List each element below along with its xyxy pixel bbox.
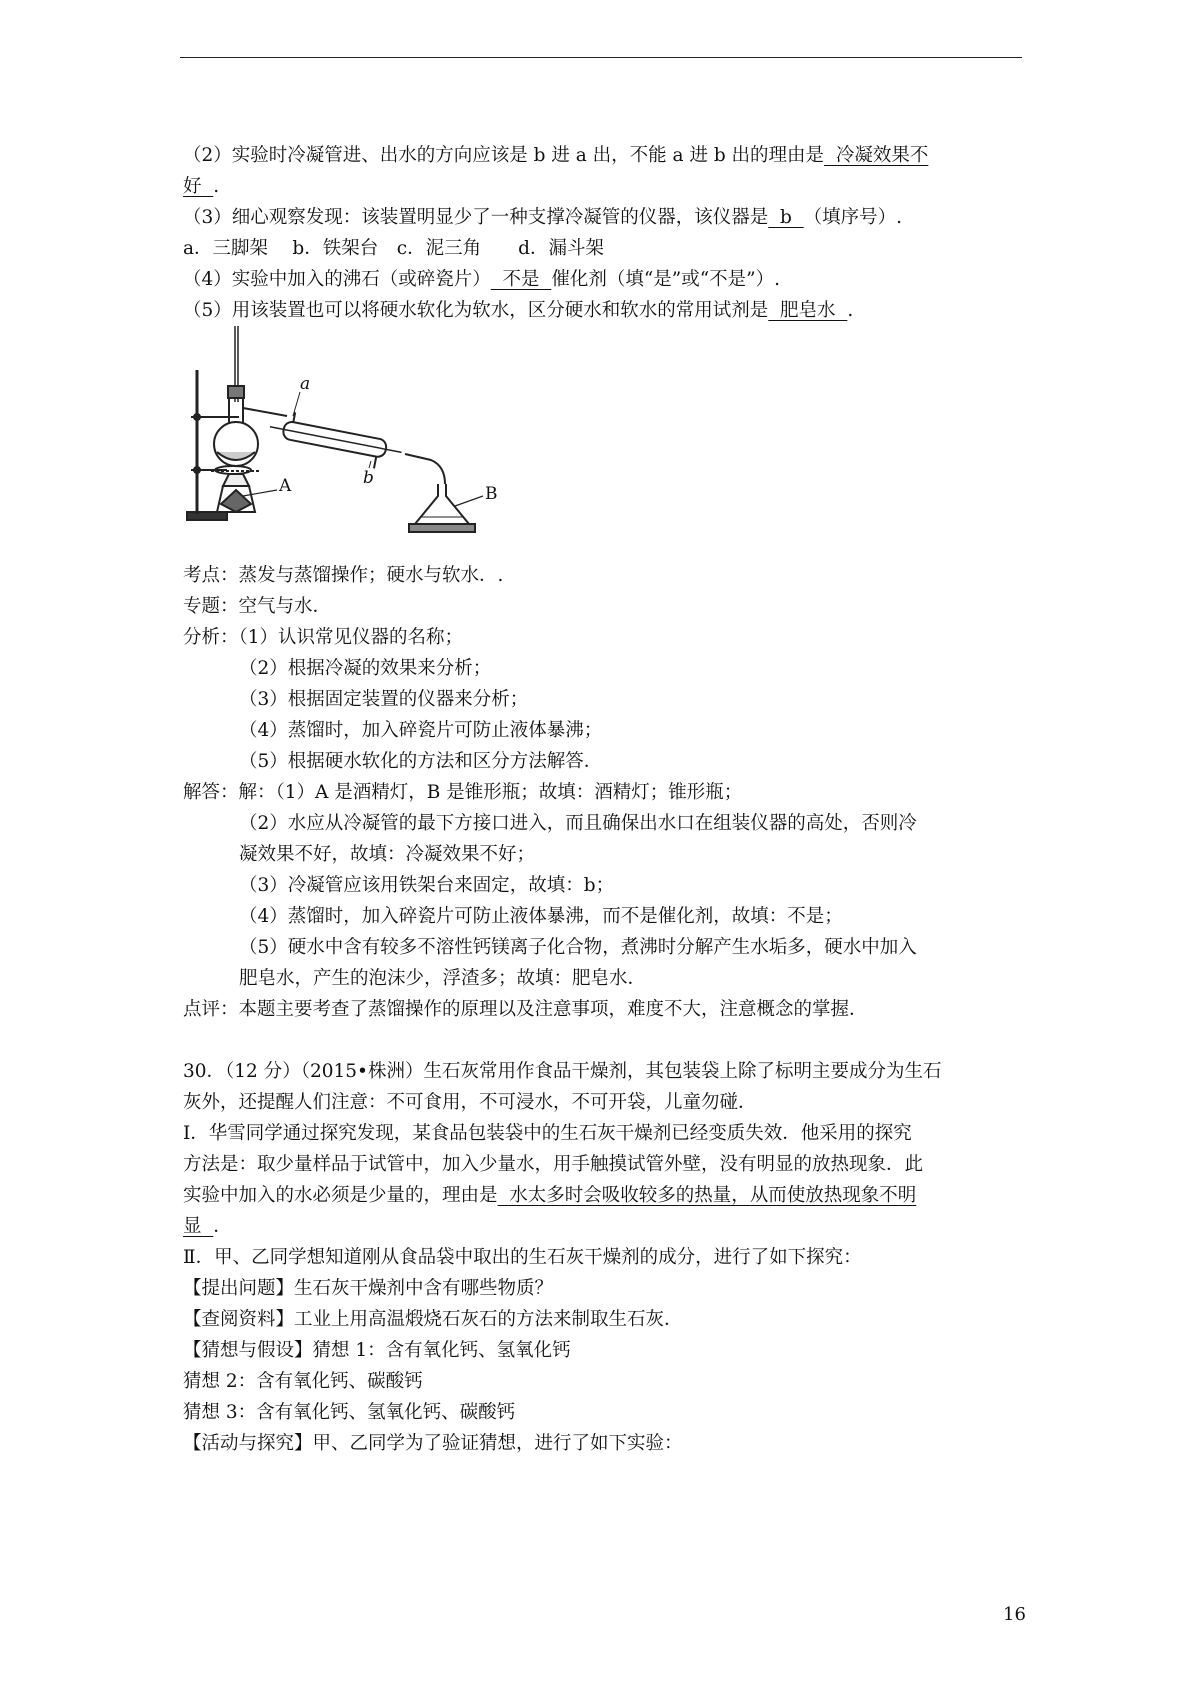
q29-part2-line2: 好 . [183, 176, 220, 197]
q29-part4: （4）实验中加入的沸石（或碎瓷片） 不是 催化剂（填“是”或“不是”）. [183, 269, 781, 290]
q30-part1-line3: 实验中加入的水必须是少量的，理由是 水太多时会吸收较多的热量，从而使放热现象不明 [183, 1185, 917, 1206]
label-B-conical-flask: B [485, 484, 498, 504]
jieda-item: （5）硬水中含有较多不溶性钙镁离子化合物，煮沸时分解产生水垢多，硬水中加入 [239, 937, 917, 958]
jieda-item: （4）蒸馏时，加入碎瓷片可防止液体暴沸，而不是催化剂，故填：不是； [239, 906, 843, 927]
label-b: b [363, 468, 374, 488]
header-rule [180, 57, 1022, 58]
q30-intro-line1: 30．（12 分）（2015•株洲）生石灰常用作食品干燥剂，其包装袋上除了标明主要成分为生石 [183, 1061, 942, 1082]
distillation-apparatus-figure [183, 326, 513, 554]
distillation-apparatus-drawing [183, 326, 513, 554]
q29-part3: （3）细心观察发现：该装置明显少了一种支撑冷凝管的仪器，该仪器是 b （填序号）. [183, 207, 903, 228]
answer-blank: 肥皂水 [768, 300, 848, 321]
document-body [183, 140, 1023, 1459]
q30-caixiang1: 【猜想与假设】猜想 1：含有氧化钙、氢氧化钙 [183, 1340, 571, 1361]
label-a: a [300, 374, 311, 394]
jieda-item: 凝效果不好，故填：冷凝效果不好； [239, 844, 536, 865]
q29-part5: （5）用该装置也可以将硬水软化为软水，区分硬水和软水的常用试剂是 肥皂水 . [183, 300, 854, 321]
fenxi-item: （5）根据硬水软化的方法和区分方法解答． [239, 751, 603, 772]
dianping: 点评：本题主要考查了蒸馏操作的原理以及注意事项，难度不大，注意概念的掌握． [183, 999, 868, 1020]
q30-tiwen: 【提出问题】生石灰干燥剂中含有哪些物质？ [183, 1278, 554, 1299]
kaodian: 考点：蒸发与蒸馏操作；硬水与软水．. [183, 565, 504, 586]
page-number: 16 [1003, 1604, 1026, 1625]
fenxi-item: （2）根据冷凝的效果来分析； [239, 658, 492, 679]
q30-part1-line2: 方法是：取少量样品于试管中，加入少量水，用手触摸试管外壁，没有明显的放热现象．此 [183, 1154, 924, 1175]
answer-blank: 不是 [490, 269, 552, 290]
q29-part2-line1: （2）实验时冷凝管进、出水的方向应该是 b 进 a 出，不能 a 进 b 出的理由是 冷凝效果不 [183, 145, 929, 166]
fenxi-title: 分析：（1）认识常见仪器的名称； [183, 627, 464, 648]
answer-blank: 好 [183, 176, 214, 197]
spacer [183, 1025, 1023, 1056]
fenxi-item: （3）根据固定装置的仪器来分析； [239, 689, 529, 710]
answer-blank: 显 [183, 1216, 214, 1237]
q30-caixiang3: 猜想 3：含有氧化钙、氢氧化钙、碳酸钙 [183, 1402, 516, 1423]
jieda-title: 解答：解：（1）A 是酒精灯，B 是锥形瓶；故填：酒精灯；锥形瓶； [183, 782, 743, 803]
label-A-alcohol-lamp: A [279, 476, 292, 496]
zhuanti: 专题：空气与水． [183, 596, 332, 617]
q30-part2: Ⅱ．甲、乙同学想知道刚从食品袋中取出的生石灰干燥剂的成分，进行了如下探究： [183, 1247, 862, 1268]
answer-blank: b [768, 207, 804, 228]
answer-blank: 冷凝效果不 [824, 145, 929, 166]
q30-chayue: 【查阅资料】工业上用高温煅烧石灰石的方法来制取生石灰． [183, 1309, 683, 1330]
q30-caixiang2: 猜想 2：含有氧化钙、碳酸钙 [183, 1371, 423, 1392]
q30-part1-line4: 显 ． [183, 1216, 232, 1237]
jieda-item: （3）冷凝管应该用铁架台来固定，故填：b； [239, 875, 615, 896]
jieda-item: （2）水应从冷凝管的最下方接口进入，而且确保出水口在组装仪器的高处，否则冷 [239, 813, 917, 834]
fenxi-item: （4）蒸馏时，加入碎瓷片可防止液体暴沸； [239, 720, 603, 741]
q30-intro-line2: 灰外，还提醒人们注意：不可食用，不可浸水，不可开袋，儿童勿碰． [183, 1092, 757, 1113]
q30-part1-line1: Ⅰ．华雪同学通过探究发现，某食品包装袋中的生石灰干燥剂已经变质失效．他采用的探究 [183, 1123, 912, 1144]
q30-huodong: 【活动与探究】甲、乙同学为了验证猜想，进行了如下实验： [183, 1433, 683, 1454]
jieda-item: 肥皂水，产生的泡沫少，浮渣多；故填：肥皂水． [239, 968, 647, 989]
answer-blank: 水太多时会吸收较多的热量，从而使放热现象不明 [497, 1185, 917, 1206]
q29-options: a．三脚架 b．铁架台 c．泥三角 d．漏斗架 [183, 238, 604, 259]
